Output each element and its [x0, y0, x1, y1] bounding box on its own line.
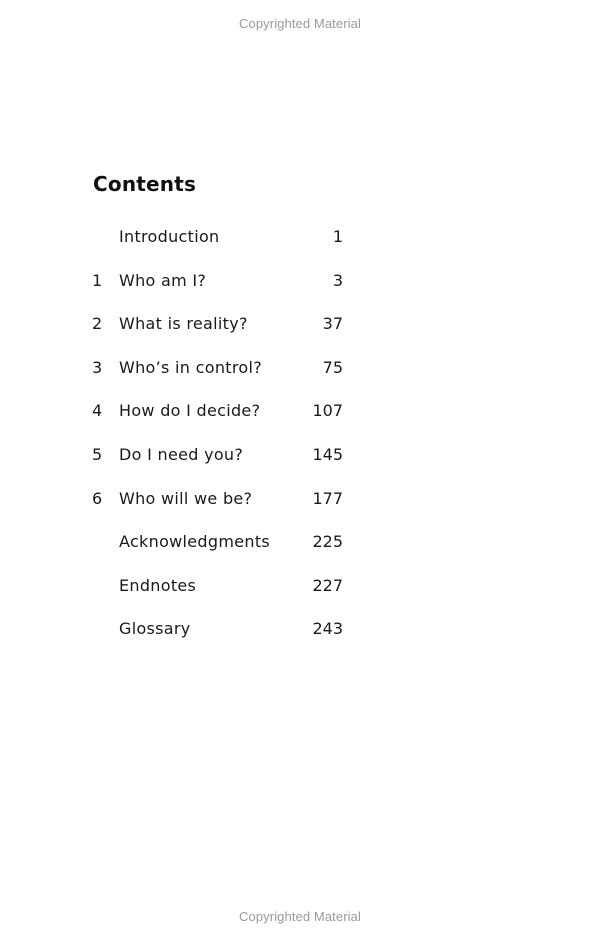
- toc-page-number: 177: [312, 488, 343, 508]
- toc-page-number: 1: [332, 227, 343, 246]
- contents-heading: Contents: [93, 172, 197, 196]
- toc-chapter-title: Do I need you?: [119, 444, 244, 464]
- toc-page-number: 107: [312, 401, 343, 421]
- toc-chapter-title: Endnotes: [119, 575, 197, 595]
- toc-chapter-number: 4: [92, 401, 103, 421]
- copyright-watermark-top: Copyrighted Material: [239, 16, 361, 31]
- toc-entry-chapter-5: [0, 440, 600, 484]
- toc-chapter-title: Who am I?: [119, 270, 207, 290]
- toc-page-number: 145: [312, 444, 343, 464]
- toc-chapter-title: Glossary: [119, 619, 191, 639]
- toc-chapter-title: Who will we be?: [119, 488, 253, 508]
- toc-page-number: 227: [312, 575, 343, 595]
- toc-chapter-number: 3: [92, 357, 103, 377]
- toc-entry-chapter-4: [0, 396, 600, 440]
- toc-chapter-title: How do I decide?: [119, 401, 261, 421]
- toc-entry-glossary: [0, 614, 600, 658]
- toc-entry-endnotes: [0, 571, 600, 615]
- toc-chapter-title: What is reality?: [119, 314, 248, 334]
- toc-chapter-title: Introduction: [119, 227, 220, 246]
- toc-chapter-title: Who’s in control?: [119, 357, 262, 377]
- toc-page-number: 225: [312, 532, 343, 552]
- toc-entry-chapter-1: [0, 266, 600, 310]
- toc-page-number: 75: [322, 357, 343, 377]
- toc-page-number: 3: [332, 270, 343, 290]
- toc-entry-chapter-6: [0, 484, 600, 528]
- toc-entry-chapter-3: [0, 353, 600, 397]
- toc-chapter-number: 6: [92, 488, 103, 508]
- toc-chapter-title: Acknowledgments: [119, 532, 271, 552]
- toc-entry-chapter-2: [0, 309, 600, 353]
- toc-page-number: 37: [322, 314, 343, 334]
- toc-chapter-number: 5: [92, 444, 103, 464]
- toc-page-number: 243: [312, 619, 343, 639]
- toc-entry-acknowledgments: [0, 527, 600, 571]
- copyright-watermark-bottom: Copyrighted Material: [239, 909, 361, 924]
- toc-entry-introduction: [0, 222, 600, 266]
- toc-chapter-number: 1: [92, 270, 103, 290]
- toc-chapter-number: 2: [92, 314, 103, 334]
- table-of-contents: [0, 222, 600, 658]
